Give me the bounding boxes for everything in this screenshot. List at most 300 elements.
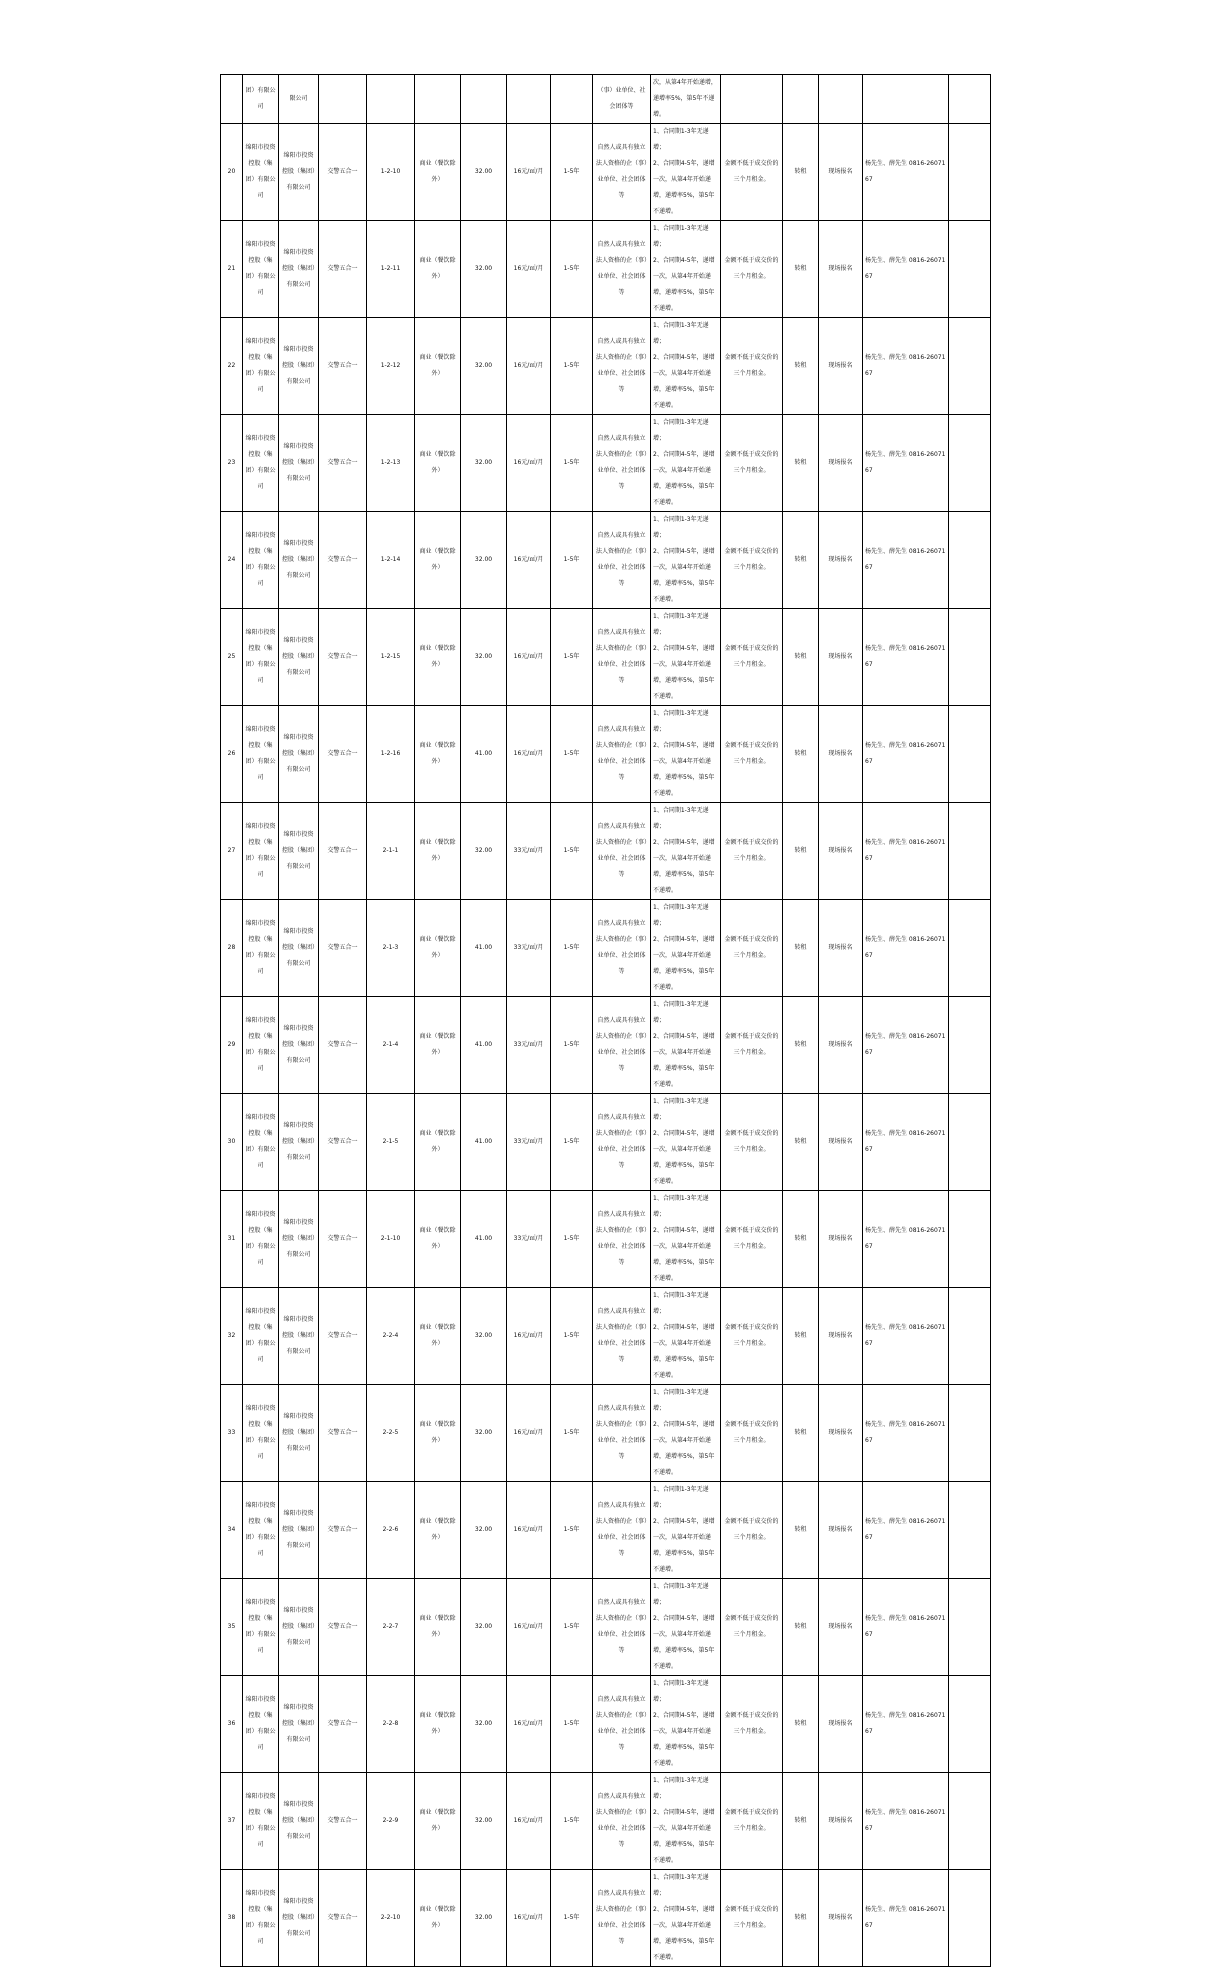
cell-operator: 绵阳市投资控股（集团）有限公司 — [279, 1094, 319, 1191]
cell-remark — [949, 1773, 991, 1870]
cell-owner: 绵阳市投资控股（集团）有限公司 — [243, 706, 279, 803]
cell-remark — [949, 318, 991, 415]
table-row — [221, 706, 991, 803]
cell-location: 交警五合一 — [319, 1385, 367, 1482]
cell-owner: 绵阳市投资控股（集团）有限公司 — [243, 1191, 279, 1288]
cell-use — [415, 75, 461, 124]
cell-method: 转租 — [783, 1482, 819, 1579]
cell-price: 16元/㎡/月 — [507, 221, 551, 318]
cell-increase: 1、合同期1-3年无递增； 2、合同期4-5年，递增一次，从第4年开始递增，递增率5%，第5年不递增。 — [651, 1482, 721, 1579]
cell-area: 32.00 — [461, 803, 507, 900]
cell-deposit: 金额不低于成交价的三个月租金。 — [721, 803, 783, 900]
cell-use: 商业（餐饮除外） — [415, 1676, 461, 1773]
cell-term: 1-5年 — [551, 221, 593, 318]
cell-deposit: 金额不低于成交价的三个月租金。 — [721, 1094, 783, 1191]
cell-price: 16元/㎡/月 — [507, 124, 551, 221]
cell-owner: 绵阳市投资控股（集团）有限公司 — [243, 1385, 279, 1482]
cell-registration: 现场报名 — [819, 1579, 863, 1676]
cell-use: 商业（餐饮除外） — [415, 803, 461, 900]
cell-qualification: 自然人或具有独立法人资格的企（事）业单位、社会团体等 — [593, 1676, 651, 1773]
cell-increase: 1、合同期1-3年无递增； 2、合同期4-5年，递增一次，从第4年开始递增，递增率5%，第5年不递增。 — [651, 900, 721, 997]
cell-use: 商业（餐饮除外） — [415, 124, 461, 221]
cell-price — [507, 75, 551, 124]
cell-no — [221, 75, 243, 124]
cell-method: 转租 — [783, 1191, 819, 1288]
cell-operator: 绵阳市投资控股（集团）有限公司 — [279, 1676, 319, 1773]
cell-deposit: 金额不低于成交价的三个月租金。 — [721, 1288, 783, 1385]
listing-table — [220, 74, 991, 1967]
table-row — [221, 1579, 991, 1676]
cell-location: 交警五合一 — [319, 1094, 367, 1191]
cell-use: 商业（餐饮除外） — [415, 221, 461, 318]
cell-contact: 杨先生、薛先生 0816-2607167 — [863, 512, 949, 609]
cell-price: 33元/㎡/月 — [507, 1094, 551, 1191]
cell-increase: 1、合同期1-3年无递增； 2、合同期4-5年，递增一次，从第4年开始递增，递增率5%，第5年不递增。 — [651, 706, 721, 803]
cell-term: 1-5年 — [551, 609, 593, 706]
cell-method: 转租 — [783, 1773, 819, 1870]
table-row — [221, 1773, 991, 1870]
cell-unit: 2-2-6 — [367, 1482, 415, 1579]
cell-price: 16元/㎡/月 — [507, 1482, 551, 1579]
cell-contact: 杨先生、薛先生 0816-2607167 — [863, 1773, 949, 1870]
cell-area: 32.00 — [461, 124, 507, 221]
cell-operator: 绵阳市投资控股（集团）有限公司 — [279, 1773, 319, 1870]
cell-contact: 杨先生、薛先生 0816-2607167 — [863, 1191, 949, 1288]
cell-operator: 绵阳市投资控股（集团）有限公司 — [279, 706, 319, 803]
cell-qualification: 自然人或具有独立法人资格的企（事）业单位、社会团体等 — [593, 1094, 651, 1191]
cell-qualification: 自然人或具有独立法人资格的企（事）业单位、社会团体等 — [593, 706, 651, 803]
cell-use: 商业（餐饮除外） — [415, 609, 461, 706]
cell-term: 1-5年 — [551, 1870, 593, 1967]
cell-no: 34 — [221, 1482, 243, 1579]
cell-owner: 团）有限公司 — [243, 75, 279, 124]
cell-owner: 绵阳市投资控股（集团）有限公司 — [243, 997, 279, 1094]
cell-area: 32.00 — [461, 221, 507, 318]
cell-contact: 杨先生、薛先生 0816-2607167 — [863, 803, 949, 900]
cell-unit: 1-2-16 — [367, 706, 415, 803]
table-row — [221, 1870, 991, 1967]
cell-term: 1-5年 — [551, 1094, 593, 1191]
cell-remark — [949, 609, 991, 706]
cell-contact: 杨先生、薛先生 0816-2607167 — [863, 415, 949, 512]
cell-area: 41.00 — [461, 1191, 507, 1288]
cell-registration — [819, 75, 863, 124]
cell-use: 商业（餐饮除外） — [415, 1482, 461, 1579]
cell-increase: 1、合同期1-3年无递增； 2、合同期4-5年，递增一次，从第4年开始递增，递增率5%，第5年不递增。 — [651, 221, 721, 318]
cell-area: 32.00 — [461, 1579, 507, 1676]
cell-use: 商业（餐饮除外） — [415, 1094, 461, 1191]
cell-remark — [949, 1385, 991, 1482]
cell-remark — [949, 415, 991, 512]
cell-location: 交警五合一 — [319, 1676, 367, 1773]
cell-method: 转租 — [783, 318, 819, 415]
cell-location: 交警五合一 — [319, 318, 367, 415]
cell-area: 32.00 — [461, 1870, 507, 1967]
cell-price: 16元/㎡/月 — [507, 1676, 551, 1773]
cell-method: 转租 — [783, 221, 819, 318]
cell-owner: 绵阳市投资控股（集团）有限公司 — [243, 1094, 279, 1191]
cell-method: 转租 — [783, 609, 819, 706]
cell-no: 32 — [221, 1288, 243, 1385]
cell-area: 32.00 — [461, 318, 507, 415]
table-row — [221, 609, 991, 706]
cell-remark — [949, 997, 991, 1094]
table-row — [221, 318, 991, 415]
cell-unit: 1-2-13 — [367, 415, 415, 512]
cell-qualification: 自然人或具有独立法人资格的企（事）业单位、社会团体等 — [593, 803, 651, 900]
cell-increase: 1、合同期1-3年无递增； 2、合同期4-5年，递增一次，从第4年开始递增，递增率5%，第5年不递增。 — [651, 1579, 721, 1676]
cell-unit: 2-2-10 — [367, 1870, 415, 1967]
cell-owner: 绵阳市投资控股（集团）有限公司 — [243, 1579, 279, 1676]
cell-qualification: 自然人或具有独立法人资格的企（事）业单位、社会团体等 — [593, 415, 651, 512]
cell-increase: 1、合同期1-3年无递增； 2、合同期4-5年，递增一次，从第4年开始递增，递增率5%，第5年不递增。 — [651, 997, 721, 1094]
cell-location: 交警五合一 — [319, 512, 367, 609]
cell-increase: 1、合同期1-3年无递增； 2、合同期4-5年，递增一次，从第4年开始递增，递增率5%，第5年不递增。 — [651, 1094, 721, 1191]
cell-qualification: 自然人或具有独立法人资格的企（事）业单位、社会团体等 — [593, 1579, 651, 1676]
cell-use: 商业（餐饮除外） — [415, 1288, 461, 1385]
cell-contact: 杨先生、薛先生 0816-2607167 — [863, 1094, 949, 1191]
cell-location: 交警五合一 — [319, 1288, 367, 1385]
cell-contact: 杨先生、薛先生 0816-2607167 — [863, 1482, 949, 1579]
cell-remark — [949, 1579, 991, 1676]
cell-qualification: 自然人或具有独立法人资格的企（事）业单位、社会团体等 — [593, 1773, 651, 1870]
cell-method: 转租 — [783, 900, 819, 997]
cell-method: 转租 — [783, 1385, 819, 1482]
cell-operator: 绵阳市投资控股（集团）有限公司 — [279, 124, 319, 221]
cell-price: 16元/㎡/月 — [507, 1288, 551, 1385]
cell-area: 41.00 — [461, 900, 507, 997]
cell-owner: 绵阳市投资控股（集团）有限公司 — [243, 124, 279, 221]
cell-qualification: 自然人或具有独立法人资格的企（事）业单位、社会团体等 — [593, 900, 651, 997]
cell-term: 1-5年 — [551, 1676, 593, 1773]
cell-use: 商业（餐饮除外） — [415, 415, 461, 512]
cell-term: 1-5年 — [551, 1773, 593, 1870]
cell-unit: 1-2-11 — [367, 221, 415, 318]
cell-remark — [949, 803, 991, 900]
cell-use: 商业（餐饮除外） — [415, 1579, 461, 1676]
cell-registration: 现场报名 — [819, 706, 863, 803]
cell-operator: 绵阳市投资控股（集团）有限公司 — [279, 1191, 319, 1288]
cell-price: 16元/㎡/月 — [507, 1579, 551, 1676]
cell-unit: 2-2-5 — [367, 1385, 415, 1482]
table-row — [221, 1385, 991, 1482]
table-row — [221, 221, 991, 318]
cell-use: 商业（餐饮除外） — [415, 706, 461, 803]
cell-qualification: 自然人或具有独立法人资格的企（事）业单位、社会团体等 — [593, 1870, 651, 1967]
cell-term: 1-5年 — [551, 1385, 593, 1482]
cell-method: 转租 — [783, 1579, 819, 1676]
cell-owner: 绵阳市投资控股（集团）有限公司 — [243, 1482, 279, 1579]
cell-operator: 绵阳市投资控股（集团）有限公司 — [279, 609, 319, 706]
cell-location: 交警五合一 — [319, 415, 367, 512]
cell-no: 31 — [221, 1191, 243, 1288]
table-row — [221, 124, 991, 221]
cell-qualification: 自然人或具有独立法人资格的企（事）业单位、社会团体等 — [593, 1385, 651, 1482]
cell-method: 转租 — [783, 1676, 819, 1773]
cell-qualification: 自然人或具有独立法人资格的企（事）业单位、社会团体等 — [593, 221, 651, 318]
table-body — [221, 75, 991, 1967]
cell-deposit — [721, 75, 783, 124]
cell-qualification: 自然人或具有独立法人资格的企（事）业单位、社会团体等 — [593, 1191, 651, 1288]
cell-method: 转租 — [783, 803, 819, 900]
cell-operator: 绵阳市投资控股（集团）有限公司 — [279, 318, 319, 415]
cell-use: 商业（餐饮除外） — [415, 997, 461, 1094]
cell-increase: 1、合同期1-3年无递增； 2、合同期4-5年，递增一次，从第4年开始递增，递增率5%，第5年不递增。 — [651, 1191, 721, 1288]
cell-area: 32.00 — [461, 1773, 507, 1870]
cell-area: 32.00 — [461, 1288, 507, 1385]
cell-no: 26 — [221, 706, 243, 803]
cell-remark — [949, 221, 991, 318]
cell-remark — [949, 124, 991, 221]
cell-qualification: （事）业单位、社会团体等 — [593, 75, 651, 124]
cell-term: 1-5年 — [551, 997, 593, 1094]
cell-deposit: 金额不低于成交价的三个月租金。 — [721, 1676, 783, 1773]
cell-no: 25 — [221, 609, 243, 706]
cell-registration: 现场报名 — [819, 900, 863, 997]
cell-deposit: 金额不低于成交价的三个月租金。 — [721, 124, 783, 221]
cell-qualification: 自然人或具有独立法人资格的企（事）业单位、社会团体等 — [593, 609, 651, 706]
cell-deposit: 金额不低于成交价的三个月租金。 — [721, 706, 783, 803]
cell-contact: 杨先生、薛先生 0816-2607167 — [863, 1385, 949, 1482]
cell-use: 商业（餐饮除外） — [415, 1870, 461, 1967]
cell-registration: 现场报名 — [819, 803, 863, 900]
cell-no: 38 — [221, 1870, 243, 1967]
cell-registration: 现场报名 — [819, 221, 863, 318]
cell-deposit: 金额不低于成交价的三个月租金。 — [721, 1773, 783, 1870]
cell-location: 交警五合一 — [319, 1870, 367, 1967]
cell-term: 1-5年 — [551, 1191, 593, 1288]
cell-location: 交警五合一 — [319, 124, 367, 221]
cell-location: 交警五合一 — [319, 706, 367, 803]
cell-price: 16元/㎡/月 — [507, 1870, 551, 1967]
cell-remark — [949, 512, 991, 609]
cell-location: 交警五合一 — [319, 1482, 367, 1579]
cell-contact: 杨先生、薛先生 0816-2607167 — [863, 1579, 949, 1676]
cell-area: 32.00 — [461, 609, 507, 706]
cell-remark — [949, 1870, 991, 1967]
cell-no: 23 — [221, 415, 243, 512]
cell-contact — [863, 75, 949, 124]
cell-registration: 现场报名 — [819, 512, 863, 609]
table-row — [221, 1094, 991, 1191]
cell-contact: 杨先生、薛先生 0816-2607167 — [863, 900, 949, 997]
cell-registration: 现场报名 — [819, 1191, 863, 1288]
cell-increase: 1、合同期1-3年无递增； 2、合同期4-5年，递增一次，从第4年开始递增，递增率5%，第5年不递增。 — [651, 1676, 721, 1773]
cell-registration: 现场报名 — [819, 1385, 863, 1482]
cell-method: 转租 — [783, 706, 819, 803]
cell-deposit: 金额不低于成交价的三个月租金。 — [721, 1191, 783, 1288]
cell-registration: 现场报名 — [819, 997, 863, 1094]
cell-registration: 现场报名 — [819, 1094, 863, 1191]
cell-area: 32.00 — [461, 415, 507, 512]
cell-owner: 绵阳市投资控股（集团）有限公司 — [243, 1870, 279, 1967]
cell-term: 1-5年 — [551, 1579, 593, 1676]
cell-remark — [949, 1094, 991, 1191]
cell-increase: 1、合同期1-3年无递增； 2、合同期4-5年，递增一次，从第4年开始递增，递增率5%，第5年不递增。 — [651, 609, 721, 706]
cell-owner: 绵阳市投资控股（集团）有限公司 — [243, 318, 279, 415]
cell-price: 16元/㎡/月 — [507, 1773, 551, 1870]
cell-owner: 绵阳市投资控股（集团）有限公司 — [243, 1773, 279, 1870]
table-row — [221, 1191, 991, 1288]
cell-deposit: 金额不低于成交价的三个月租金。 — [721, 1482, 783, 1579]
cell-location: 交警五合一 — [319, 609, 367, 706]
cell-operator: 绵阳市投资控股（集团）有限公司 — [279, 1482, 319, 1579]
cell-increase: 1、合同期1-3年无递增； 2、合同期4-5年，递增一次，从第4年开始递增，递增率5%，第5年不递增。 — [651, 803, 721, 900]
cell-unit: 2-2-7 — [367, 1579, 415, 1676]
cell-contact: 杨先生、薛先生 0816-2607167 — [863, 1288, 949, 1385]
cell-operator: 绵阳市投资控股（集团）有限公司 — [279, 1870, 319, 1967]
cell-owner: 绵阳市投资控股（集团）有限公司 — [243, 609, 279, 706]
cell-unit: 2-2-4 — [367, 1288, 415, 1385]
cell-area: 32.00 — [461, 1676, 507, 1773]
cell-location: 交警五合一 — [319, 997, 367, 1094]
cell-remark — [949, 75, 991, 124]
table-row-continued — [221, 75, 991, 124]
cell-owner: 绵阳市投资控股（集团）有限公司 — [243, 415, 279, 512]
cell-operator: 绵阳市投资控股（集团）有限公司 — [279, 221, 319, 318]
table-row — [221, 512, 991, 609]
cell-operator: 绵阳市投资控股（集团）有限公司 — [279, 415, 319, 512]
cell-deposit: 金额不低于成交价的三个月租金。 — [721, 221, 783, 318]
cell-increase: 1、合同期1-3年无递增； 2、合同期4-5年，递增一次，从第4年开始递增，递增率5%，第5年不递增。 — [651, 1773, 721, 1870]
cell-unit: 1-2-10 — [367, 124, 415, 221]
cell-registration: 现场报名 — [819, 609, 863, 706]
cell-increase: 1、合同期1-3年无递增； 2、合同期4-5年，递增一次，从第4年开始递增，递增率5%，第5年不递增。 — [651, 1870, 721, 1967]
cell-increase: 次，从第4年开始递增，递增率5%，第5年不递增。 — [651, 75, 721, 124]
cell-remark — [949, 1676, 991, 1773]
cell-deposit: 金额不低于成交价的三个月租金。 — [721, 997, 783, 1094]
cell-operator: 限公司 — [279, 75, 319, 124]
cell-contact: 杨先生、薛先生 0816-2607167 — [863, 124, 949, 221]
cell-unit: 1-2-14 — [367, 512, 415, 609]
cell-term: 1-5年 — [551, 318, 593, 415]
cell-qualification: 自然人或具有独立法人资格的企（事）业单位、社会团体等 — [593, 512, 651, 609]
cell-no: 27 — [221, 803, 243, 900]
cell-increase: 1、合同期1-3年无递增； 2、合同期4-5年，递增一次，从第4年开始递增，递增率5%，第5年不递增。 — [651, 1385, 721, 1482]
cell-no: 36 — [221, 1676, 243, 1773]
cell-price: 16元/㎡/月 — [507, 415, 551, 512]
cell-price: 33元/㎡/月 — [507, 997, 551, 1094]
cell-term: 1-5年 — [551, 124, 593, 221]
cell-location: 交警五合一 — [319, 1579, 367, 1676]
cell-operator: 绵阳市投资控股（集团）有限公司 — [279, 1385, 319, 1482]
cell-operator: 绵阳市投资控股（集团）有限公司 — [279, 997, 319, 1094]
cell-registration: 现场报名 — [819, 1773, 863, 1870]
cell-no: 30 — [221, 1094, 243, 1191]
cell-use: 商业（餐饮除外） — [415, 900, 461, 997]
table-row — [221, 900, 991, 997]
cell-owner: 绵阳市投资控股（集团）有限公司 — [243, 1676, 279, 1773]
cell-no: 24 — [221, 512, 243, 609]
cell-location: 交警五合一 — [319, 1191, 367, 1288]
cell-use: 商业（餐饮除外） — [415, 318, 461, 415]
cell-qualification: 自然人或具有独立法人资格的企（事）业单位、社会团体等 — [593, 1288, 651, 1385]
cell-unit: 1-2-12 — [367, 318, 415, 415]
table-row — [221, 803, 991, 900]
cell-method: 转租 — [783, 1870, 819, 1967]
cell-term: 1-5年 — [551, 1482, 593, 1579]
cell-deposit: 金额不低于成交价的三个月租金。 — [721, 1870, 783, 1967]
cell-price: 33元/㎡/月 — [507, 900, 551, 997]
cell-term — [551, 75, 593, 124]
cell-unit: 2-1-10 — [367, 1191, 415, 1288]
cell-owner: 绵阳市投资控股（集团）有限公司 — [243, 1288, 279, 1385]
cell-deposit: 金额不低于成交价的三个月租金。 — [721, 1385, 783, 1482]
cell-method: 转租 — [783, 1094, 819, 1191]
cell-owner: 绵阳市投资控股（集团）有限公司 — [243, 803, 279, 900]
cell-area: 41.00 — [461, 706, 507, 803]
cell-price: 16元/㎡/月 — [507, 706, 551, 803]
cell-operator: 绵阳市投资控股（集团）有限公司 — [279, 1288, 319, 1385]
cell-area: 32.00 — [461, 1385, 507, 1482]
cell-registration: 现场报名 — [819, 1482, 863, 1579]
cell-contact: 杨先生、薛先生 0816-2607167 — [863, 997, 949, 1094]
cell-registration: 现场报名 — [819, 1870, 863, 1967]
cell-use: 商业（餐饮除外） — [415, 1385, 461, 1482]
cell-term: 1-5年 — [551, 706, 593, 803]
cell-location: 交警五合一 — [319, 221, 367, 318]
cell-area: 32.00 — [461, 1482, 507, 1579]
cell-term: 1-5年 — [551, 415, 593, 512]
cell-term: 1-5年 — [551, 512, 593, 609]
cell-price: 16元/㎡/月 — [507, 318, 551, 415]
cell-term: 1-5年 — [551, 900, 593, 997]
cell-price: 16元/㎡/月 — [507, 512, 551, 609]
cell-contact: 杨先生、薛先生 0816-2607167 — [863, 221, 949, 318]
cell-remark — [949, 706, 991, 803]
cell-area: 41.00 — [461, 1094, 507, 1191]
cell-location: 交警五合一 — [319, 1773, 367, 1870]
cell-deposit: 金额不低于成交价的三个月租金。 — [721, 512, 783, 609]
cell-price: 16元/㎡/月 — [507, 1385, 551, 1482]
cell-price: 33元/㎡/月 — [507, 803, 551, 900]
cell-registration: 现场报名 — [819, 1676, 863, 1773]
cell-registration: 现场报名 — [819, 124, 863, 221]
table-row — [221, 997, 991, 1094]
cell-use: 商业（餐饮除外） — [415, 512, 461, 609]
cell-operator: 绵阳市投资控股（集团）有限公司 — [279, 1579, 319, 1676]
cell-unit: 2-1-5 — [367, 1094, 415, 1191]
cell-no: 29 — [221, 997, 243, 1094]
cell-no: 21 — [221, 221, 243, 318]
cell-method: 转租 — [783, 124, 819, 221]
table-row — [221, 1288, 991, 1385]
cell-remark — [949, 900, 991, 997]
cell-deposit: 金额不低于成交价的三个月租金。 — [721, 318, 783, 415]
table-row — [221, 1676, 991, 1773]
cell-unit: 2-1-3 — [367, 900, 415, 997]
cell-contact: 杨先生、薛先生 0816-2607167 — [863, 1870, 949, 1967]
cell-unit: 2-2-9 — [367, 1773, 415, 1870]
cell-deposit: 金额不低于成交价的三个月租金。 — [721, 415, 783, 512]
cell-method: 转租 — [783, 512, 819, 609]
cell-contact: 杨先生、薛先生 0816-2607167 — [863, 706, 949, 803]
cell-increase: 1、合同期1-3年无递增； 2、合同期4-5年，递增一次，从第4年开始递增，递增率5%，第5年不递增。 — [651, 415, 721, 512]
cell-registration: 现场报名 — [819, 1288, 863, 1385]
cell-no: 28 — [221, 900, 243, 997]
cell-no: 22 — [221, 318, 243, 415]
cell-registration: 现场报名 — [819, 318, 863, 415]
cell-owner: 绵阳市投资控股（集团）有限公司 — [243, 512, 279, 609]
cell-increase: 1、合同期1-3年无递增； 2、合同期4-5年，递增一次，从第4年开始递增，递增率5%，第5年不递增。 — [651, 1288, 721, 1385]
cell-operator: 绵阳市投资控股（集团）有限公司 — [279, 803, 319, 900]
cell-use: 商业（餐饮除外） — [415, 1773, 461, 1870]
cell-price: 16元/㎡/月 — [507, 609, 551, 706]
cell-area — [461, 75, 507, 124]
cell-unit: 2-1-4 — [367, 997, 415, 1094]
cell-deposit: 金额不低于成交价的三个月租金。 — [721, 609, 783, 706]
cell-no: 35 — [221, 1579, 243, 1676]
